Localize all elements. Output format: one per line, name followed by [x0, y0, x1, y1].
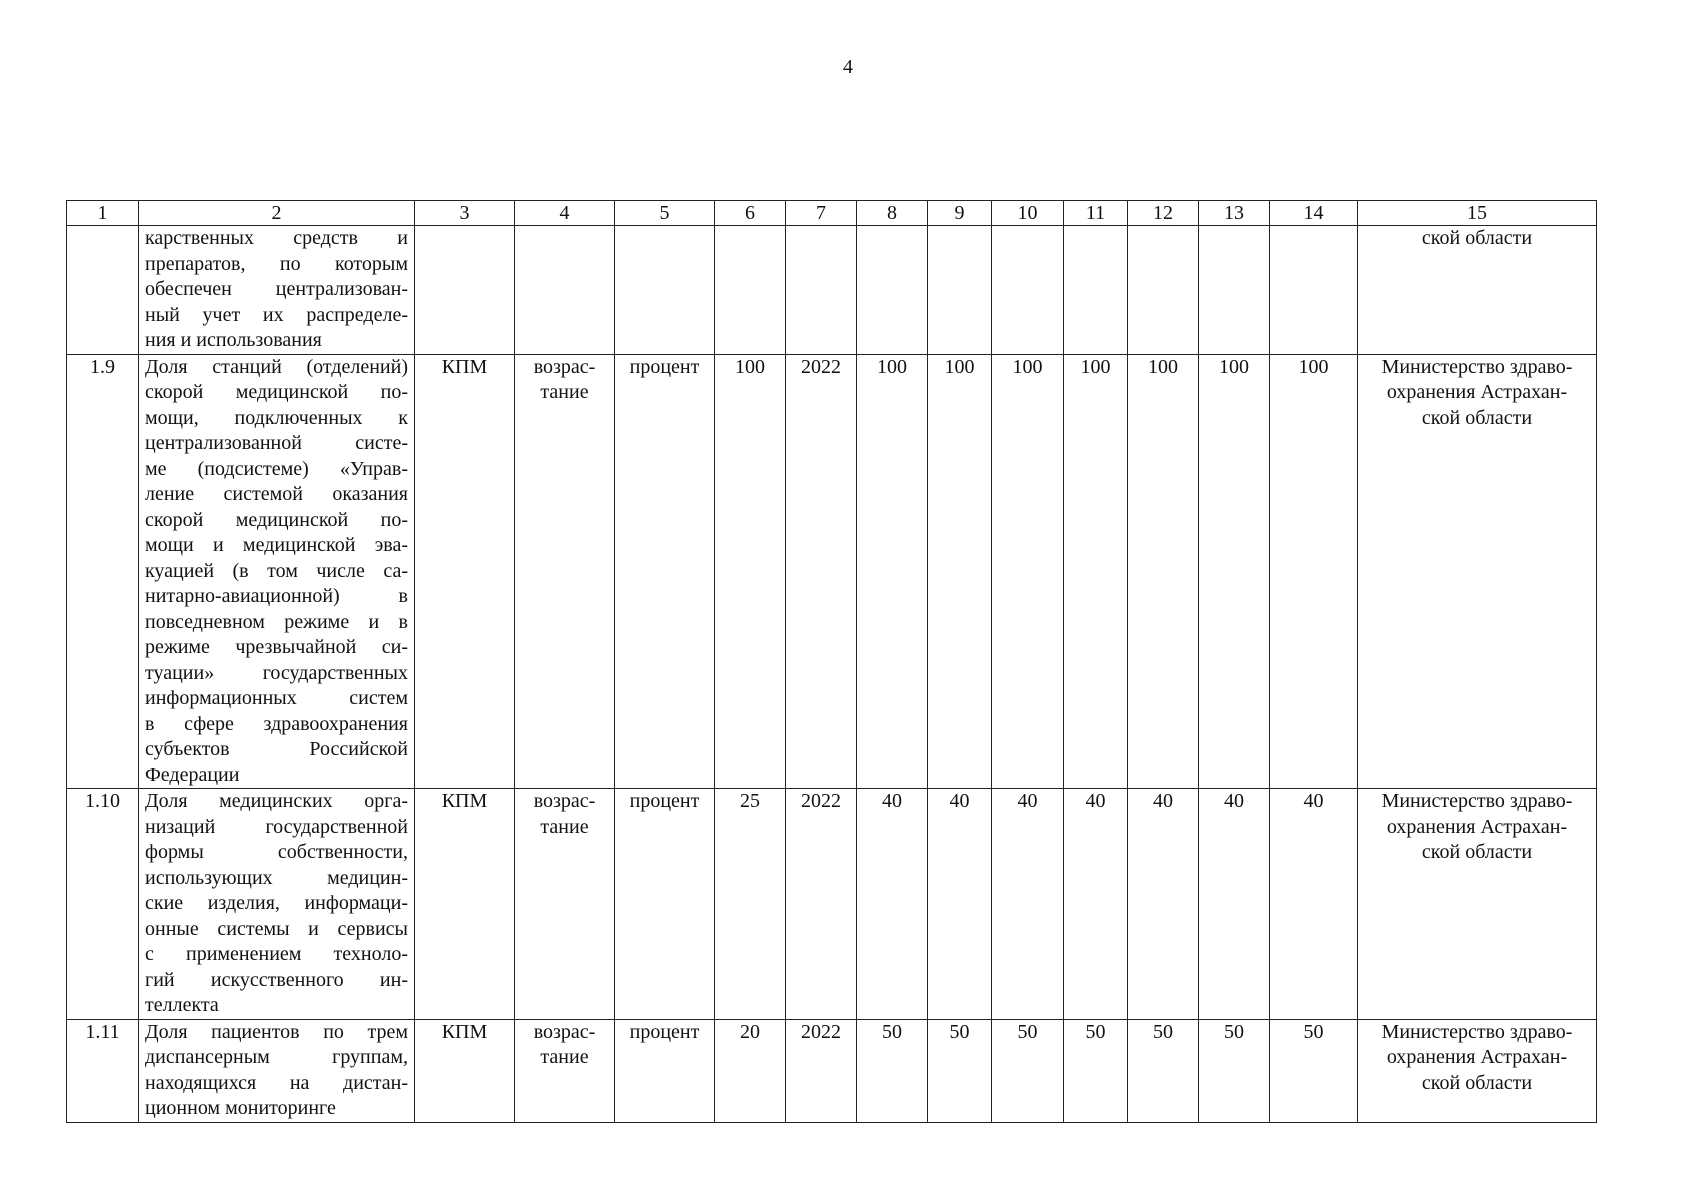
value-c14: 100 [1270, 354, 1358, 789]
value-c9: 100 [928, 354, 992, 789]
name-line: нитарно-авиационной) в [145, 585, 408, 607]
name-line: формы собственности, [145, 841, 408, 863]
name-line: обеспечен централизован- [145, 278, 408, 300]
indicator-level [415, 226, 515, 355]
value-c9: 40 [928, 789, 992, 1020]
indicator-trend [515, 354, 615, 789]
c4-line: возрас- [533, 1020, 596, 1043]
name-line: теллекта [145, 994, 219, 1016]
header-col-12: 12 [1128, 201, 1199, 226]
c4-line: тание [540, 381, 589, 403]
name-line: ционном мониторинге [145, 1097, 336, 1119]
indicator-name [139, 226, 415, 355]
resp-line: Министерство здраво- [1381, 790, 1573, 812]
name-line: использующих медицин- [145, 866, 408, 889]
name-line: с применением техноло- [145, 943, 408, 965]
header-col-14: 14 [1270, 201, 1358, 226]
value-c7: 2022 [786, 1019, 857, 1122]
table-row [67, 354, 1597, 789]
name-line: диспансерным группам, [145, 1046, 408, 1068]
value-c8 [857, 226, 928, 355]
value-c6: 25 [715, 789, 786, 1020]
name-line: находящихся на дистан- [145, 1071, 408, 1094]
header-col-7: 7 [786, 201, 857, 226]
name-line: ление системой оказания [145, 483, 408, 505]
value-c13: 100 [1199, 354, 1270, 789]
name-line: низаций государственной [145, 815, 408, 838]
value-c10: 50 [992, 1019, 1064, 1122]
header-col-5: 5 [615, 201, 715, 226]
name-line: куацией (в том числе са- [145, 559, 408, 582]
indicator-level: КПМ [415, 789, 515, 1020]
indicator-level: КПМ [415, 1019, 515, 1122]
indicator-name [139, 354, 415, 789]
value-c8: 100 [857, 354, 928, 789]
value-c12: 100 [1128, 354, 1199, 789]
name-line: Доля пациентов по трем [145, 1020, 408, 1043]
name-line: информационных систем [145, 687, 408, 709]
indicator-number: 1.10 [67, 789, 139, 1020]
value-c12: 40 [1128, 789, 1199, 1020]
indicator-unit: процент [615, 789, 715, 1020]
name-line: субъектов Российской [145, 738, 408, 760]
value-c7 [786, 226, 857, 355]
resp-line: охранения Астрахан- [1386, 1046, 1568, 1068]
name-line: повседневном режиме и в [145, 610, 408, 633]
indicator-unit: процент [615, 354, 715, 789]
value-c9: 50 [928, 1019, 992, 1122]
header-col-4: 4 [515, 201, 615, 226]
name-line: Доля станций (отделений) [145, 355, 408, 378]
header-col-10: 10 [992, 201, 1064, 226]
value-c12 [1128, 226, 1199, 355]
c4-line: тание [540, 1046, 589, 1068]
name-line: Федерации [145, 763, 240, 786]
value-c7: 2022 [786, 789, 857, 1020]
table-row [67, 789, 1597, 1020]
header-col-1: 1 [67, 201, 139, 226]
value-c6 [715, 226, 786, 355]
value-c10: 100 [992, 354, 1064, 789]
value-c7: 2022 [786, 354, 857, 789]
c4-line: возрас- [533, 355, 596, 378]
value-c14: 50 [1270, 1019, 1358, 1122]
page-number: 4 [843, 56, 853, 78]
resp-line: ской области [1421, 841, 1533, 863]
indicator-trend [515, 789, 615, 1020]
value-c13: 50 [1199, 1019, 1270, 1122]
resp-line: Министерство здраво- [1381, 355, 1573, 378]
name-line: режиме чрезвычайной си- [145, 636, 408, 658]
name-line: карственных средств и [145, 227, 408, 249]
header-col-6: 6 [715, 201, 786, 226]
name-line: ния и использования [145, 329, 322, 351]
header-col-3: 3 [415, 201, 515, 226]
value-c14 [1270, 226, 1358, 355]
value-c12: 50 [1128, 1019, 1199, 1122]
responsible-body [1358, 789, 1597, 1020]
indicator-name [139, 1019, 415, 1122]
header-col-8: 8 [857, 201, 928, 226]
indicators-table [66, 200, 1597, 1123]
name-line: скорой медицинской по- [145, 381, 408, 403]
header-col-11: 11 [1064, 201, 1128, 226]
value-c8: 40 [857, 789, 928, 1020]
value-c9 [928, 226, 992, 355]
value-c10: 40 [992, 789, 1064, 1020]
indicator-number: 1.11 [67, 1019, 139, 1122]
indicator-trend [515, 226, 615, 355]
header-col-2: 2 [139, 201, 415, 226]
indicator-number [67, 226, 139, 355]
name-line: онные системы и сервисы [145, 917, 408, 940]
value-c10 [992, 226, 1064, 355]
c4-line: тание [540, 815, 589, 838]
value-c6: 20 [715, 1019, 786, 1122]
name-line: ские изделия, информаци- [145, 892, 408, 914]
name-line: ме (подсистеме) «Управ- [145, 457, 408, 480]
header-col-9: 9 [928, 201, 992, 226]
value-c13: 40 [1199, 789, 1270, 1020]
responsible-body [1358, 354, 1597, 789]
responsible-body [1358, 1019, 1597, 1122]
table-header-row [67, 201, 1597, 226]
value-c11: 50 [1064, 1019, 1128, 1122]
responsible-body [1358, 226, 1597, 355]
header-col-15: 15 [1358, 201, 1597, 226]
value-c8: 50 [857, 1019, 928, 1122]
name-line: мощи, подключенных к [145, 406, 408, 429]
indicator-trend [515, 1019, 615, 1122]
value-c11: 40 [1064, 789, 1128, 1020]
value-c11 [1064, 226, 1128, 355]
table-row [67, 226, 1597, 355]
c4-line: возрас- [533, 790, 596, 812]
name-line: мощи и медицинской эва- [145, 534, 408, 556]
name-line: Доля медицинских орга- [145, 790, 408, 812]
value-c14: 40 [1270, 789, 1358, 1020]
name-line: в сфере здравоохранения [145, 712, 408, 735]
indicator-name [139, 789, 415, 1020]
value-c6: 100 [715, 354, 786, 789]
header-col-13: 13 [1199, 201, 1270, 226]
name-line: гий искусственного ин- [145, 968, 408, 991]
name-line: ный учет их распределе- [145, 303, 408, 326]
name-line: туации» государственных [145, 661, 408, 684]
resp-line: ской области [1421, 1071, 1533, 1094]
resp-line: ской области [1421, 406, 1533, 429]
indicator-unit [615, 226, 715, 355]
indicator-unit: процент [615, 1019, 715, 1122]
indicator-number: 1.9 [67, 354, 139, 789]
table-row [67, 1019, 1597, 1122]
name-line: централизованной систе- [145, 432, 408, 454]
value-c11: 100 [1064, 354, 1128, 789]
resp-line: Министерство здраво- [1381, 1020, 1573, 1043]
table-body [67, 226, 1597, 1123]
name-line: скорой медицинской по- [145, 508, 408, 531]
value-c13 [1199, 226, 1270, 355]
resp-line: охранения Астрахан- [1386, 381, 1568, 403]
name-line: препаратов, по которым [145, 252, 408, 275]
indicator-level: КПМ [415, 354, 515, 789]
resp-line: ской области [1421, 227, 1533, 249]
resp-line: охранения Астрахан- [1386, 815, 1568, 838]
